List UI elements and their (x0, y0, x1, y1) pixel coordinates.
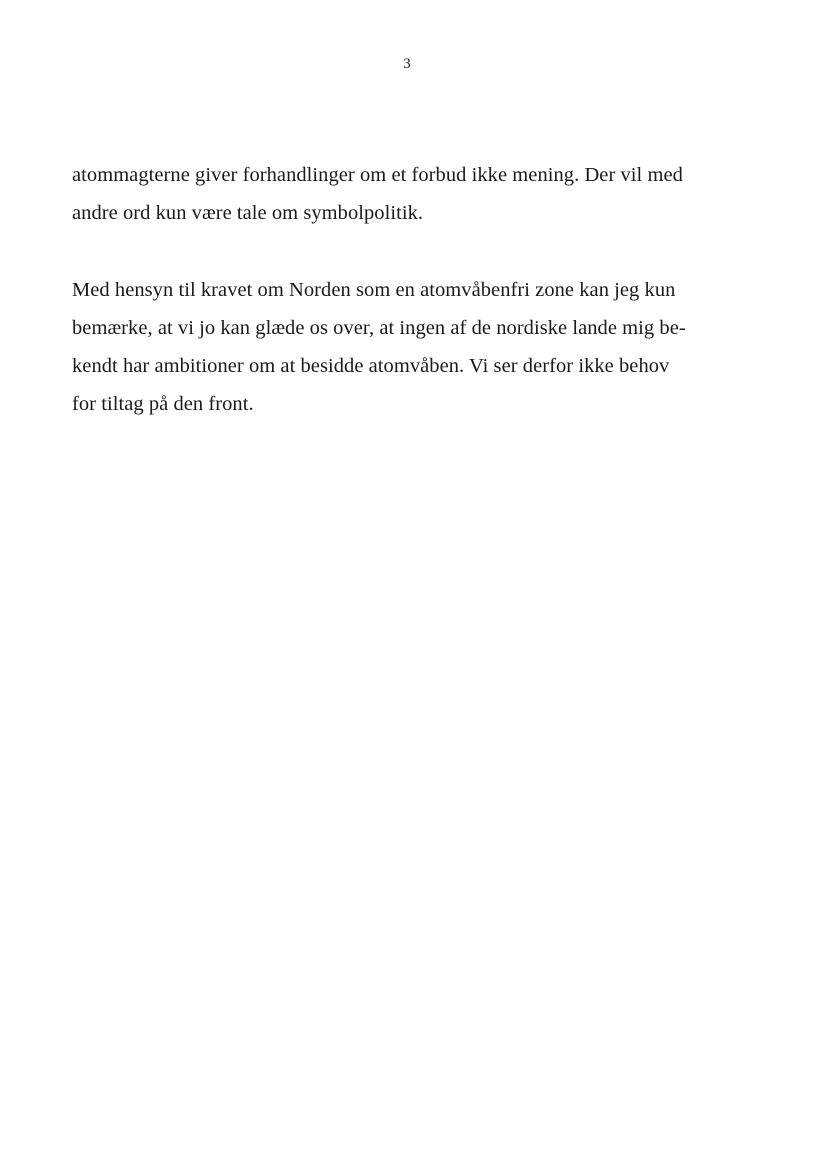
text-line: bemærke, at vi jo kan glæde os over, at ingen af de nordiske lande mig be- (72, 317, 686, 339)
text-line: kendt har ambitioner om at besidde atomvåben. Vi ser derfor ikke behov (72, 355, 670, 377)
paragraph (72, 271, 752, 423)
paragraph (72, 156, 752, 232)
page-number: 3 (403, 56, 411, 72)
text-line: atommagterne giver forhandlinger om et forbud ikke mening. Der vil med (72, 164, 683, 186)
text-line: andre ord kun være tale om symbolpolitik. (72, 202, 424, 224)
text-line: for tiltag på den front. (72, 393, 254, 415)
text-line: Med hensyn til kravet om Norden som en atomvåbenfri zone kan jeg kun (72, 279, 676, 301)
